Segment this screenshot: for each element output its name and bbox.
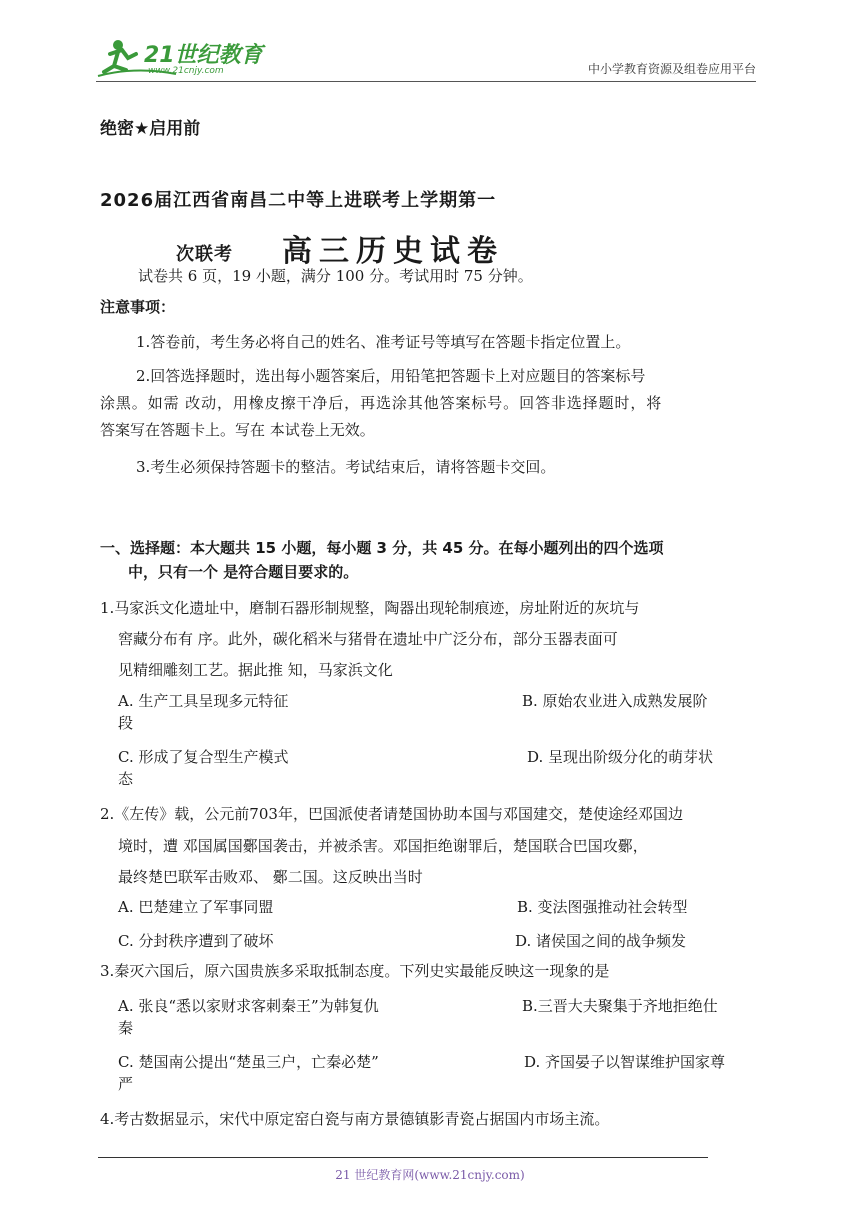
notice-1: 1.答卷前，考生务必将自己的姓名、准考证号等填写在答题卡指定位置上。 (136, 333, 631, 351)
q1-option-d-wrap: 态 (118, 770, 134, 788)
q4-stem-line1: 4.考古数据显示，宋代中原定窑白瓷与南方景德镇影青瓷占据国内市场主流。 (100, 1110, 610, 1128)
exam-title-line2a: 次联考 (176, 244, 233, 265)
exam-title-subject: 高三历史试卷 (282, 234, 504, 269)
notice-3: 3.考生必须保持答题卡的整洁。考试结束后，请将答题卡交回。 (136, 458, 556, 476)
q1-option-b-wrap: 段 (118, 714, 134, 732)
q3-option-a: A. 张良“悉以家财求客刺秦王”为韩复仇 (118, 997, 379, 1015)
notice-2: 2.回答选择题时，选出每小题答案后，用铅笔把答题卡上对应题目的答案标号 (136, 367, 646, 385)
q2-option-b: B. 变法图强推动社会转型 (517, 898, 688, 916)
q2-stem-line2: 境时，遭 邓国属国鄾国袭击，并被杀害。邓国拒绝谢罪后，楚国联合巴国攻鄾， (118, 837, 648, 855)
q3-option-d: D. 齐国晏子以智谋维护国家尊 (524, 1053, 726, 1071)
q2-stem-line3: 最终楚巴联军击败邓、 鄾二国。这反映出当时 (118, 868, 423, 886)
q2-option-d: D. 诸侯国之间的战争频发 (515, 932, 687, 950)
footer-divider (98, 1157, 708, 1158)
confidential-label: 绝密★启用前 (100, 119, 201, 139)
section-heading-line1: 一、选择题：本大题共 15 小题，每小题 3 分，共 45 分。在每小题列出的四个选项 (100, 539, 664, 557)
q1-option-c: C. 形成了复合型生产模式 (118, 748, 289, 766)
notice-heading: 注意事项： (100, 298, 176, 316)
q2-stem-line1: 2.《左传》载，公元前703年，巴国派使者请楚国协助本国与邓国建交，楚使途经邓国边 (100, 805, 683, 823)
notice-2-cont2: 答案写在答题卡上。写在 本试卷上无效。 (100, 421, 375, 439)
section-heading-line2: 中，只有一个 是符合题目要求的。 (128, 563, 359, 581)
q1-option-a: A. 生产工具呈现多元特征 (118, 692, 289, 710)
q3-stem-line1: 3.秦灭六国后，原六国贵族多采取抵制态度。下列史实最能反映这一现象的是 (100, 962, 610, 980)
q1-stem-line1: 1.马家浜文化遗址中，磨制石器形制规整，陶器出现轮制痕迹，房址附近的灰坑与 (100, 599, 640, 617)
q3-option-c: C. 楚国南公提出“楚虽三户，亡秦必楚” (118, 1053, 379, 1071)
exam-title-line1: 2026届江西省南昌二中等上进联考上学期第一 (100, 190, 497, 211)
footer-link[interactable]: 21 世纪教育网(www.21cnjy.com) (335, 1168, 525, 1182)
logo-text: 21世纪教育 (144, 43, 263, 68)
logo-url: www.21cnjy.com (148, 66, 224, 76)
site-logo (96, 36, 266, 80)
header-platform-text: 中小学教育资源及组卷应用平台 (587, 62, 756, 76)
q1-stem-line3: 见精细雕刻工艺。据此推 知，马家浜文化 (118, 661, 393, 679)
q2-option-c: C. 分封秩序遭到了破坏 (118, 932, 274, 950)
q3-option-a-wrap: 秦 (118, 1019, 134, 1037)
q1-option-d: D. 呈现出阶级分化的萌芽状 (527, 748, 714, 766)
header-divider (96, 81, 756, 82)
q2-option-a: A. 巴楚建立了军事同盟 (118, 898, 274, 916)
q1-option-b: B. 原始农业进入成熟发展阶 (522, 692, 708, 710)
q1-stem-line2: 窖藏分布有 序。此外，碳化稻米与猪骨在遗址中广泛分布，部分玉器表面可 (118, 630, 618, 648)
exam-info: 试卷共 6 页，19 小题，满分 100 分。考试用时 75 分钟。 (138, 267, 533, 285)
q3-option-b: B.三晋大夫聚集于齐地拒绝仕 (522, 997, 718, 1015)
q3-option-c-wrap: 严 (118, 1075, 134, 1093)
notice-2-cont: 涂黑。如需 改动，用橡皮擦干净后，再选涂其他答案标号。回答非选择题时，将 (100, 394, 663, 412)
